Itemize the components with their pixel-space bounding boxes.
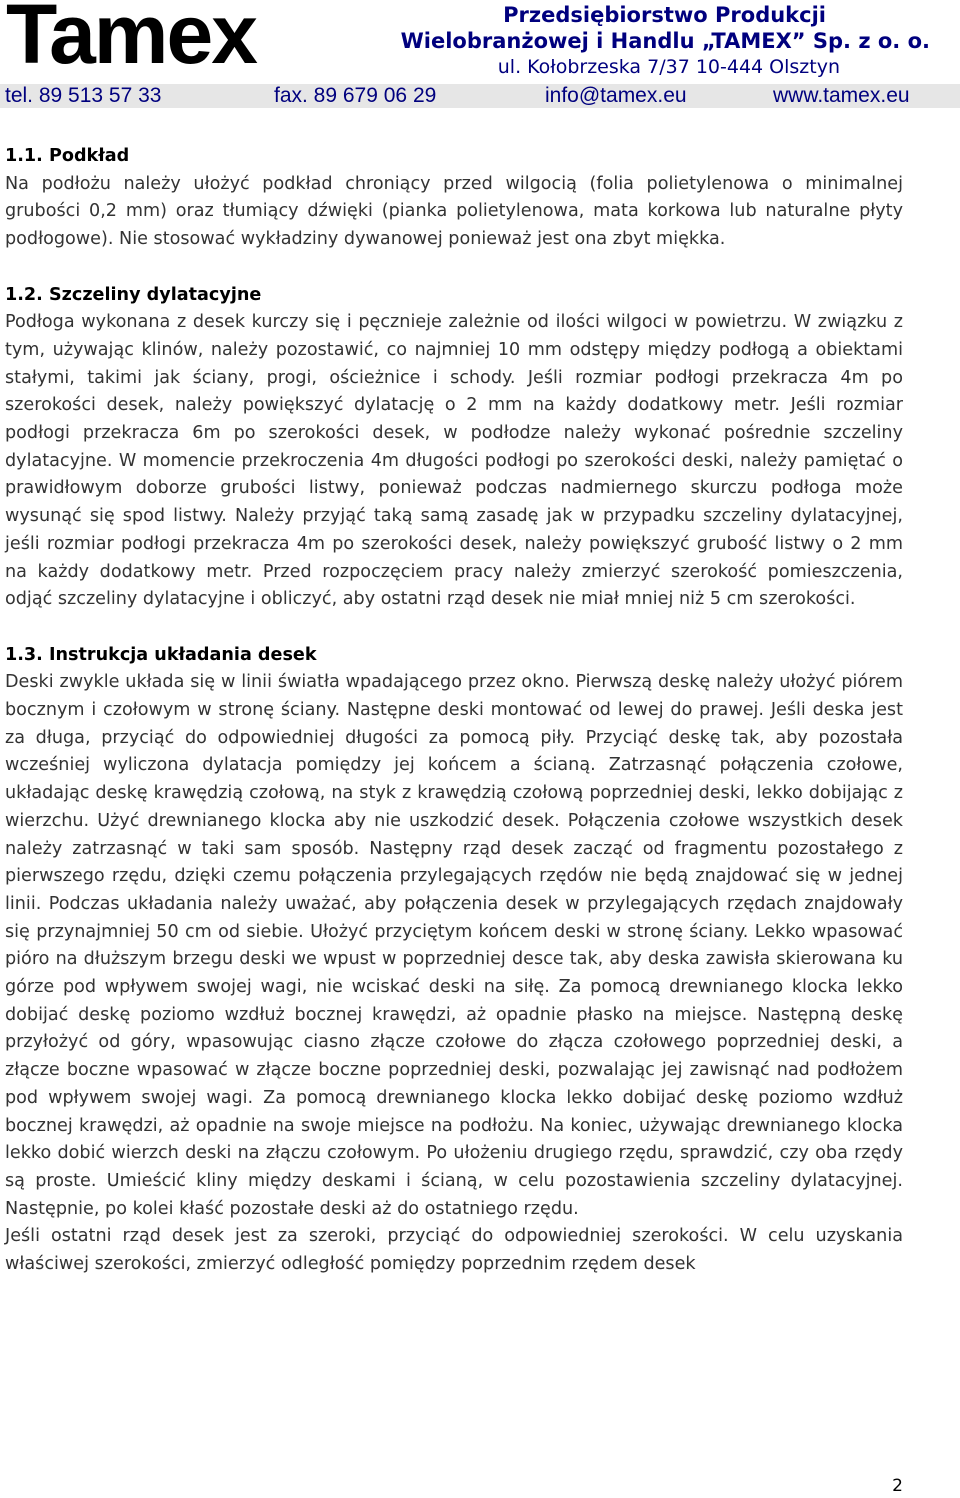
- company-name-line1: Przedsiębiorstwo Produkcji: [503, 3, 826, 27]
- section-body-szczeliny: Podłoga wykonana z desek kurczy się i pęcznieje zależnie od ilości wilgoci w powietrzu. W związku z tym, używając klinów, należy pozostawić, co najmniej 10 mm odstępy między podłogą a obiektami stałymi, takimi jak ściany, progi, ościeżnice i schody. Jeśli rozmiar podłogi przekracza 4m po szerokości desek, należy powiększyć dylatację o 2 mm na każdy dodatkowy metr. Jeśli rozmiar podłogi przekracza 6m po szerokości desek, w podłodze należy wykonać pośrednie szczeliny dylatacyjne. W momencie przekroczenia 4m długości podłogi po szerokości deski, należy pamiętać o prawidłowym doborze grubości listwy, ponieważ podczas nadmiernego skurczu podłoga może wysunąć się spod listwy. Należy przyjąć taką samą zasadę jak w przypadku szczeliny dylatacyjnej, jeśli rozmiar podłogi przekracza 4m po szerokości desek, należy powiększyć grubość listwy o 2 mm na każdy dodatkowy metr. Przed rozpoczęciem pracy należy zmierzyć szerokość pomieszczenia, odjąć szczeliny dylatacyjne i obliczyć, aby ostatni rząd desek nie miał mniej niż 5 cm szerokości.: [5, 312, 903, 610]
- contact-email[interactable]: info@tamex.eu: [545, 84, 687, 107]
- document-body: [5, 143, 903, 1279]
- page-number: 2: [892, 1476, 903, 1496]
- section-body-instrukcja-continued: Jeśli ostatni rząd desek jest za szeroki, przyciąć do odpowiedniej szerokości. W celu uzyskania właściwej szerokości, zmierzyć odległość pomiędzy poprzednim rzędem desek: [5, 1226, 903, 1275]
- contact-phone: tel. 89 513 57 33: [5, 84, 162, 107]
- section-heading-instrukcja: 1.3. Instrukcja układania desek: [5, 644, 317, 665]
- company-info: [401, 2, 930, 80]
- contact-website[interactable]: www.tamex.eu: [773, 84, 910, 107]
- company-address: ul. Kołobrzeska 7/37 10-444 Olsztyn: [497, 56, 840, 78]
- contact-fax: fax. 89 679 06 29: [274, 84, 437, 107]
- section-heading-szczeliny: 1.2. Szczeliny dylatacyjne: [5, 284, 262, 305]
- section-body-podklad: Na podłożu należy ułożyć podkład chroniący przed wilgocią (folia polietylenowa o minimalnej grubości 0,2 mm) oraz tłumiący dźwięki (pianka polietylenowa, mata korkowa lub naturalne płyty podłogowe). Nie stosować wykładziny dywanowej ponieważ jest ona zbyt miękka.: [5, 173, 903, 250]
- company-logo: Tamex: [6, 0, 256, 81]
- section-heading-podklad: 1.1. Podkład: [5, 146, 130, 166]
- company-name-line2: Wielobranżowej i Handlu „TAMEX” Sp. z o. o.: [400, 29, 930, 53]
- section-body-instrukcja: Deski zwykle układa się w linii światła wpadającego przez okno. Pierwszą deskę należy ułożyć piórem bocznym i czołowym w stronę ściany. Następne deski montować od lewej do prawej. Jeśli deska jest za długa, przyciąć do odpowiedniej długości za pomocą piły. Przyciąć deskę tak, aby pozostała wcześniej wyliczona dylatacja pomiędzy jej końcem a ścianą. Zatrzasnąć połączenia czołowe, układając deskę krawędzią czołową, na styk z krawędzią czołową poprzedniej deski, lekko dobijając z wierzchu. Użyć drewnianego klocka aby nie uszkodzić desek. Połączenia czołowe wszystkich desek należy zatrzasnąć w taki sam sposób. Następny rząd desek zacząć od fragmentu pozostałego z pierwszego rzędu, dzięki czemu połączenia przylegających rzędów nie będą znajdować się w jednej linii. Podczas układania należy uważać, aby połączenia desek w przylegających rzędach znajdowały się przynajmniej 50 cm od siebie. Ułożyć przyciętym końcem deski w stronę ściany. Lekko wpasować pióro na dłuższym brzegu deski we wpust w poprzedniej desce tak, aby deska zawisła skierowana ku górze pod wpływem swojej wagi, nie wciskać deski na siłę. Za pomocą drewnianego klocka lekko dobijać deskę poziomo wzdłuż bocznej krawędzi, aż opadnie płasko na miejsce. Następną deskę przyłożyć od góry, wpasowując ciasno złącze czołowe do złącza czołowego poprzedniej deski, a złącze boczne wpasować w złącze boczne poprzedniej deski, pozwalając jej zawisnąć nad podłożem pod wpływem swojej wagi. Za pomocą drewnianego klocka lekko dobijać deskę poziomo wzdłuż bocznej krawędzi, aż opadnie na swoje miejsce na podłożu. Na koniec, używając drewnianego klocka lekko dobić wierzch deski na złączu czołowym. Po ułożeniu drugiego rzędu, sprawdzić, czy oba rzędy są proste. Umieścić kliny między deskami i ścianą, w celu pozostawienia szczeliny dylatacyjnej. Następnie, po kolei kłaść pozostałe deski aż do ostatniego rzędu.: [5, 672, 903, 1219]
- letterhead: [0, 0, 960, 110]
- contact-bar: [0, 84, 960, 108]
